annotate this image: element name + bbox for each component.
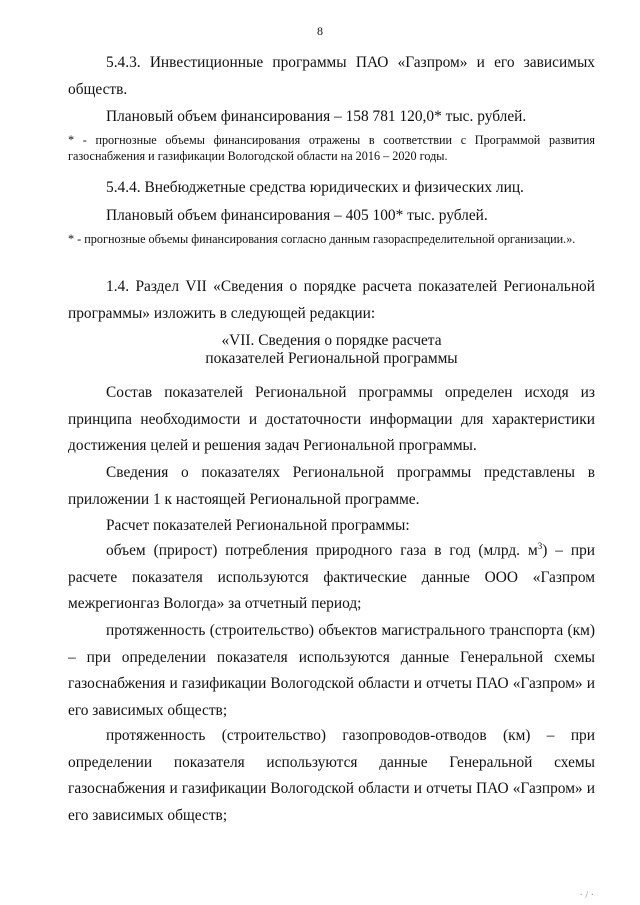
indicator-gas-text-b: ) – при расчете показателя используются фактические данные ООО «Газпром межрегионгаз Вологда» за отчетный период; [68, 542, 595, 612]
section-5-4-4-heading: 5.4.4. Внебюджетные средства юридических и физических лиц. [106, 179, 524, 196]
indicator-branch-pipelines: протяженность (строительство) газопроводов-отводов (км) – при определении показателя используются данные Генеральной схемы газоснабжения и газификации Вологодской области и отчеты ПАО «Газпром» и его зависимых обществ; [68, 727, 595, 824]
section-5-4-3-heading: 5.4.3. Инвестиционные программы ПАО «Газпром» и его зависимых обществ. [68, 54, 595, 98]
section-vii-title-line1: «VII. Сведения о порядке расчета [221, 332, 442, 349]
indicator-trunk-transport: протяженность (строительство) объектов магистрального транспорта (км) – при определении показателя используются данные Генеральной схемы газоснабжения и газификации Вологодской области и отчеты ПАО «Газпром» и его зависимых обществ; [68, 622, 595, 719]
indicator-gas-superscript: 3 [537, 540, 543, 551]
paragraph-calculation: Расчет показателей Региональной программы: [106, 517, 410, 534]
page-number: 8 [317, 24, 323, 38]
paragraph-composition: Состав показателей Региональной программы определен исходя из принципа необходимости и достаточности информации для характеристики достижения целей и решения задач Региональной программы. [68, 384, 595, 454]
section-5-4-3-amount: Плановый объем финансирования – 158 781 120,0* тыс. рублей. [106, 108, 527, 125]
scan-mark: · / · [579, 890, 594, 901]
section-5-4-4-footnote: * - прогнозные объемы финансирования согласно данным газораспределительной организации.». [68, 232, 576, 246]
item-1-4: 1.4. Раздел VII «Сведения о порядке расчета показателей Региональной программы» изложить в следующей редакции: [68, 278, 595, 322]
indicator-gas-consumption [68, 538, 595, 618]
section-5-4-4-amount: Плановый объем финансирования – 405 100* тыс. рублей. [106, 207, 488, 224]
section-vii-title-line2: показателей Региональной программы [205, 350, 458, 367]
section-5-4-3-footnote: * - прогнозные объемы финансирования отражены в соответствии с Программой развития газоснабжения и газификации Вологодской области на 2016 – 2020 годы. [68, 133, 595, 163]
paragraph-info: Сведения о показателях Региональной программы представлены в приложении 1 к настоящей Региональной программе. [68, 464, 595, 508]
indicator-gas-text-a: объем (прирост) потребления природного газа в год (млрд. м [106, 542, 538, 559]
